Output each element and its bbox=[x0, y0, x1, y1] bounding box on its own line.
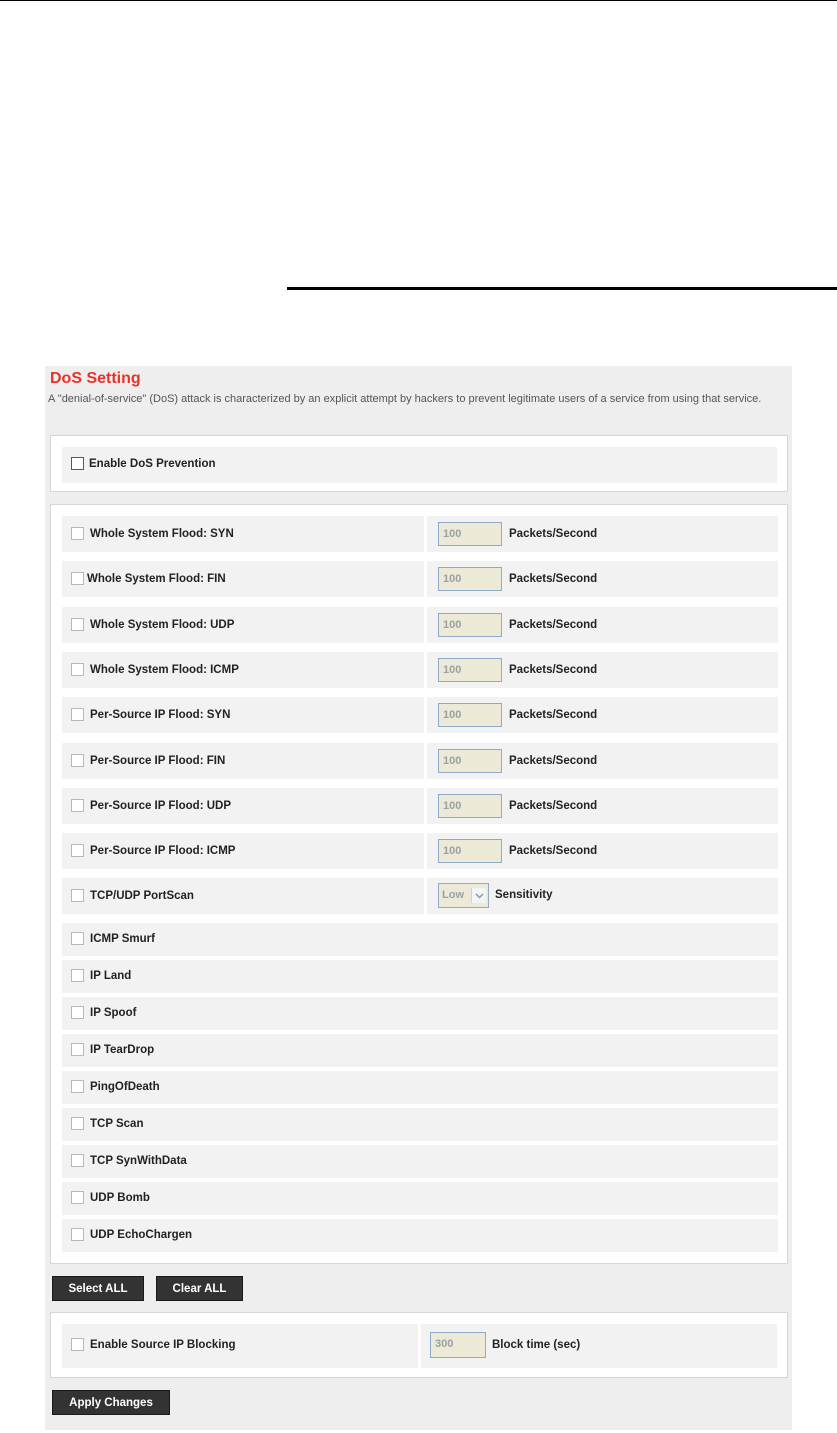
flood-rule-checkbox[interactable] bbox=[71, 799, 84, 812]
attack-rule-row bbox=[62, 1034, 778, 1067]
flood-rule-label: Per-Source IP Flood: ICMP bbox=[90, 845, 236, 858]
flood-threshold-unit: Packets/Second bbox=[509, 709, 598, 722]
flood-rule-label: Per-Source IP Flood: UDP bbox=[90, 799, 232, 812]
flood-threshold-cell bbox=[427, 607, 778, 643]
dos-rules-box bbox=[50, 504, 788, 1264]
flood-threshold-unit: Packets/Second bbox=[509, 754, 598, 767]
attack-rule-label: PingOfDeath bbox=[90, 1080, 160, 1093]
flood-rule-label: Whole System Flood: UDP bbox=[90, 618, 235, 631]
flood-rule-cell bbox=[62, 743, 424, 779]
flood-rule-checkbox[interactable] bbox=[71, 618, 84, 631]
attack-rule-checkbox[interactable] bbox=[71, 1043, 84, 1056]
chevron-down-icon bbox=[471, 888, 486, 903]
select-all-button[interactable]: Select ALL bbox=[52, 1276, 144, 1301]
flood-threshold-input[interactable]: 100 bbox=[438, 613, 502, 637]
attack-rule-label: UDP Bomb bbox=[90, 1191, 150, 1204]
flood-rule-row bbox=[62, 788, 778, 824]
flood-rule-row bbox=[62, 652, 778, 688]
flood-threshold-cell bbox=[427, 561, 778, 597]
flood-rule-cell bbox=[62, 516, 424, 552]
portscan-cell bbox=[62, 878, 424, 914]
enable-dos-checkbox[interactable] bbox=[71, 457, 84, 470]
attack-rule-checkbox[interactable] bbox=[71, 1117, 84, 1130]
source-ip-blocking-cell bbox=[62, 1324, 418, 1368]
flood-rule-cell bbox=[62, 833, 424, 869]
flood-rule-checkbox[interactable] bbox=[71, 663, 84, 676]
portscan-sensitivity-unit: Sensitivity bbox=[495, 889, 553, 902]
top-rule bbox=[0, 0, 837, 1]
flood-rule-row bbox=[62, 743, 778, 779]
flood-rule-label: Per-Source IP Flood: FIN bbox=[90, 754, 226, 767]
flood-rule-row bbox=[62, 516, 778, 552]
portscan-row bbox=[62, 878, 778, 914]
attack-rule-label: IP Land bbox=[90, 969, 132, 982]
clear-all-button[interactable]: Clear ALL bbox=[156, 1276, 243, 1301]
flood-threshold-cell bbox=[427, 697, 778, 733]
flood-rule-row bbox=[62, 833, 778, 869]
flood-threshold-unit: Packets/Second bbox=[509, 528, 598, 540]
flood-rule-label: Whole System Flood: SYN bbox=[90, 528, 234, 540]
attack-rule-checkbox[interactable] bbox=[71, 1154, 84, 1167]
apply-changes-button[interactable]: Apply Changes bbox=[52, 1390, 170, 1415]
flood-threshold-cell bbox=[427, 652, 778, 688]
page-title: DoS Setting bbox=[50, 370, 141, 387]
flood-threshold-cell bbox=[427, 833, 778, 869]
flood-threshold-input[interactable]: 100 bbox=[438, 567, 502, 591]
attack-rule-row bbox=[62, 1071, 778, 1104]
enable-dos-label: Enable DoS Prevention bbox=[89, 458, 216, 470]
flood-rule-checkbox[interactable] bbox=[71, 754, 84, 767]
flood-rule-label: Whole System Flood: ICMP bbox=[90, 663, 239, 676]
block-time-cell bbox=[421, 1324, 777, 1368]
flood-threshold-unit: Packets/Second bbox=[509, 799, 598, 812]
flood-threshold-input[interactable]: 100 bbox=[438, 794, 502, 818]
attack-rule-row bbox=[62, 1108, 778, 1141]
attack-rule-row bbox=[62, 1145, 778, 1178]
flood-threshold-cell bbox=[427, 743, 778, 779]
flood-threshold-unit: Packets/Second bbox=[509, 573, 598, 586]
flood-threshold-input[interactable]: 100 bbox=[438, 522, 502, 546]
attack-rule-label: IP TearDrop bbox=[90, 1043, 155, 1056]
portscan-checkbox[interactable] bbox=[71, 889, 84, 902]
flood-rule-row bbox=[62, 697, 778, 733]
flood-threshold-input[interactable]: 100 bbox=[438, 839, 502, 863]
flood-threshold-input[interactable]: 100 bbox=[438, 703, 502, 727]
attack-rule-checkbox[interactable] bbox=[71, 1228, 84, 1241]
attack-rule-label: ICMP Smurf bbox=[90, 932, 155, 945]
flood-threshold-unit: Packets/Second bbox=[509, 663, 598, 676]
flood-rule-row bbox=[62, 561, 778, 597]
attack-rule-checkbox[interactable] bbox=[71, 1191, 84, 1204]
flood-threshold-unit: Packets/Second bbox=[509, 845, 598, 858]
flood-rule-cell bbox=[62, 561, 424, 597]
flood-rule-cell bbox=[62, 788, 424, 824]
enable-dos-box bbox=[50, 435, 788, 492]
attack-rule-label: UDP EchoChargen bbox=[90, 1228, 193, 1241]
dos-setting-panel bbox=[45, 366, 792, 1430]
attack-rule-row bbox=[62, 960, 778, 993]
enable-dos-row bbox=[62, 447, 777, 483]
portscan-sensitivity-value: Low bbox=[442, 889, 464, 902]
flood-rule-checkbox[interactable] bbox=[71, 844, 84, 857]
attack-rule-checkbox[interactable] bbox=[71, 969, 84, 982]
attack-rule-row bbox=[62, 997, 778, 1030]
flood-threshold-input[interactable]: 100 bbox=[438, 658, 502, 682]
attack-rule-row bbox=[62, 923, 778, 956]
flood-rule-checkbox[interactable] bbox=[71, 527, 84, 540]
section-rule bbox=[287, 287, 837, 290]
attack-rule-label: TCP Scan bbox=[90, 1117, 144, 1130]
attack-rule-checkbox[interactable] bbox=[71, 1006, 84, 1019]
flood-rule-cell bbox=[62, 607, 424, 643]
block-time-input[interactable]: 300 bbox=[430, 1332, 486, 1358]
flood-rule-cell bbox=[62, 697, 424, 733]
portscan-sensitivity-select[interactable] bbox=[438, 883, 489, 908]
source-ip-blocking-box bbox=[50, 1312, 788, 1378]
flood-threshold-cell bbox=[427, 788, 778, 824]
flood-rule-label: Per-Source IP Flood: SYN bbox=[90, 709, 231, 722]
flood-rule-label: Whole System Flood: FIN bbox=[87, 573, 226, 586]
attack-rule-label: IP Spoof bbox=[90, 1006, 137, 1019]
portscan-sensitivity-cell bbox=[427, 878, 778, 914]
attack-rule-label: TCP SynWithData bbox=[90, 1154, 187, 1167]
portscan-label: TCP/UDP PortScan bbox=[90, 890, 194, 903]
source-ip-blocking-label: Enable Source IP Blocking bbox=[90, 1339, 236, 1351]
attack-rule-row bbox=[62, 1219, 778, 1252]
flood-threshold-input[interactable]: 100 bbox=[438, 749, 502, 773]
block-time-unit: Block time (sec) bbox=[492, 1339, 581, 1351]
attack-rule-checkbox[interactable] bbox=[71, 1080, 84, 1093]
flood-rule-row bbox=[62, 607, 778, 643]
page-description: A "denial-of-service" (DoS) attack is characterized by an explicit attempt by hackers to prevent legitimate users of a service from using that service. bbox=[48, 393, 762, 405]
source-ip-blocking-checkbox[interactable] bbox=[71, 1338, 84, 1351]
flood-threshold-unit: Packets/Second bbox=[509, 618, 598, 631]
attack-rule-row bbox=[62, 1182, 778, 1215]
source-ip-blocking-row bbox=[62, 1324, 777, 1368]
flood-threshold-cell bbox=[427, 516, 778, 552]
flood-rule-cell bbox=[62, 652, 424, 688]
flood-rule-checkbox[interactable] bbox=[71, 708, 84, 721]
attack-rule-checkbox[interactable] bbox=[71, 932, 84, 945]
flood-rule-checkbox[interactable] bbox=[71, 572, 84, 585]
